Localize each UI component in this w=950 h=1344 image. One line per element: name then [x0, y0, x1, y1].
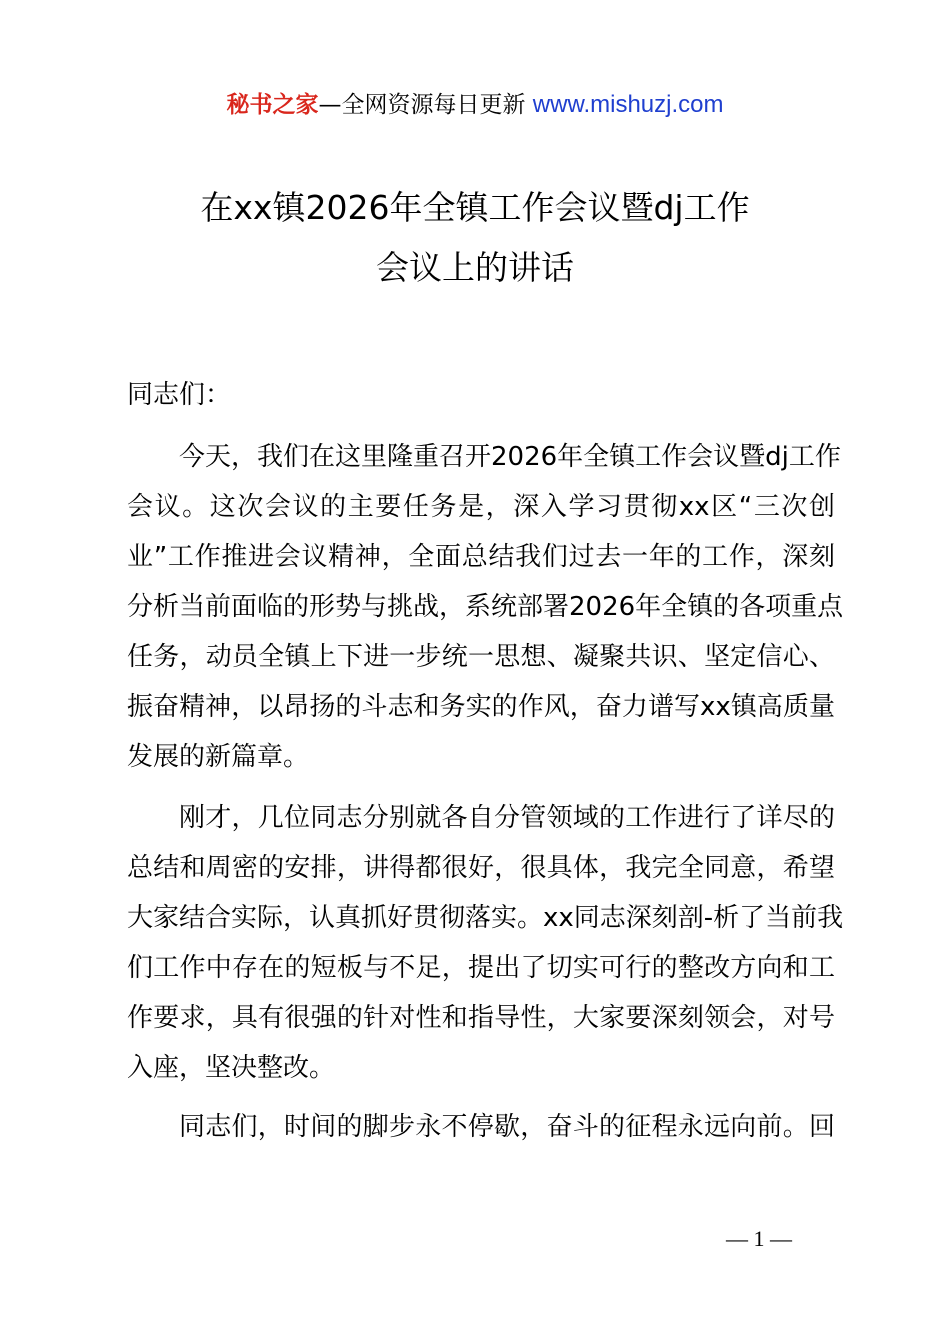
paragraph-line: 们工作中存在的短板与不足，提出了切实可行的整改方向和工: [127, 953, 835, 983]
paragraph-line: 刚才，几位同志分别就各自分管领域的工作进行了详尽的: [179, 803, 835, 833]
paragraph-line: 入座，坚决整改。: [127, 1053, 336, 1083]
paragraph-line: 作要求，具有很强的针对性和指导性，大家要深刻领会，对号: [127, 1003, 835, 1033]
title-line-1: 在xx镇2026年全镇工作会议暨dj工作: [200, 188, 750, 227]
site-url-link[interactable]: www.mishuzj.com: [532, 91, 724, 118]
header-tagline: —全网资源每日更新: [318, 92, 533, 118]
brand-name: 秘书之家: [226, 92, 319, 118]
paragraph-line: 业”工作推进会议精神，全面总结我们过去一年的工作，深刻: [127, 542, 835, 572]
document-title: [0, 178, 950, 298]
paragraph-line: 总结和周密的安排，讲得都很好，很具体，我完全同意，希望: [127, 853, 835, 883]
paragraph-line: 任务，动员全镇上下进一步统一思想、凝聚共识、坚定信心、: [127, 642, 835, 672]
paragraph-line: 今天，我们在这里隆重召开2026年全镇工作会议暨dj工作: [179, 442, 841, 472]
paragraph-line: 振奋精神，以昂扬的斗志和务实的作风，奋力谱写xx镇高质量: [127, 692, 835, 722]
paragraph-line: 会议。这次会议的主要任务是，深入学习贯彻xx区“三次创: [127, 492, 835, 522]
paragraph-2: [127, 793, 844, 1093]
salutation: 同志们：: [127, 380, 232, 410]
paragraph-line: 同志们，时间的脚步永不停歇，奋斗的征程永远向前。回: [179, 1112, 835, 1142]
page-number: — 1 —: [726, 1226, 792, 1251]
paragraph-1: [127, 432, 844, 782]
paragraph-line: 发展的新篇章。: [127, 742, 310, 772]
title-line-2: 会议上的讲话: [376, 248, 574, 287]
site-header: [0, 88, 950, 122]
paragraph-3: [127, 1102, 835, 1152]
paragraph-line: 大家结合实际，认真抓好贯彻落实。xx同志深刻剖-析了当前我: [127, 903, 844, 933]
paragraph-line: 分析当前面临的形势与挑战，系统部署2026年全镇的各项重点: [127, 592, 844, 622]
